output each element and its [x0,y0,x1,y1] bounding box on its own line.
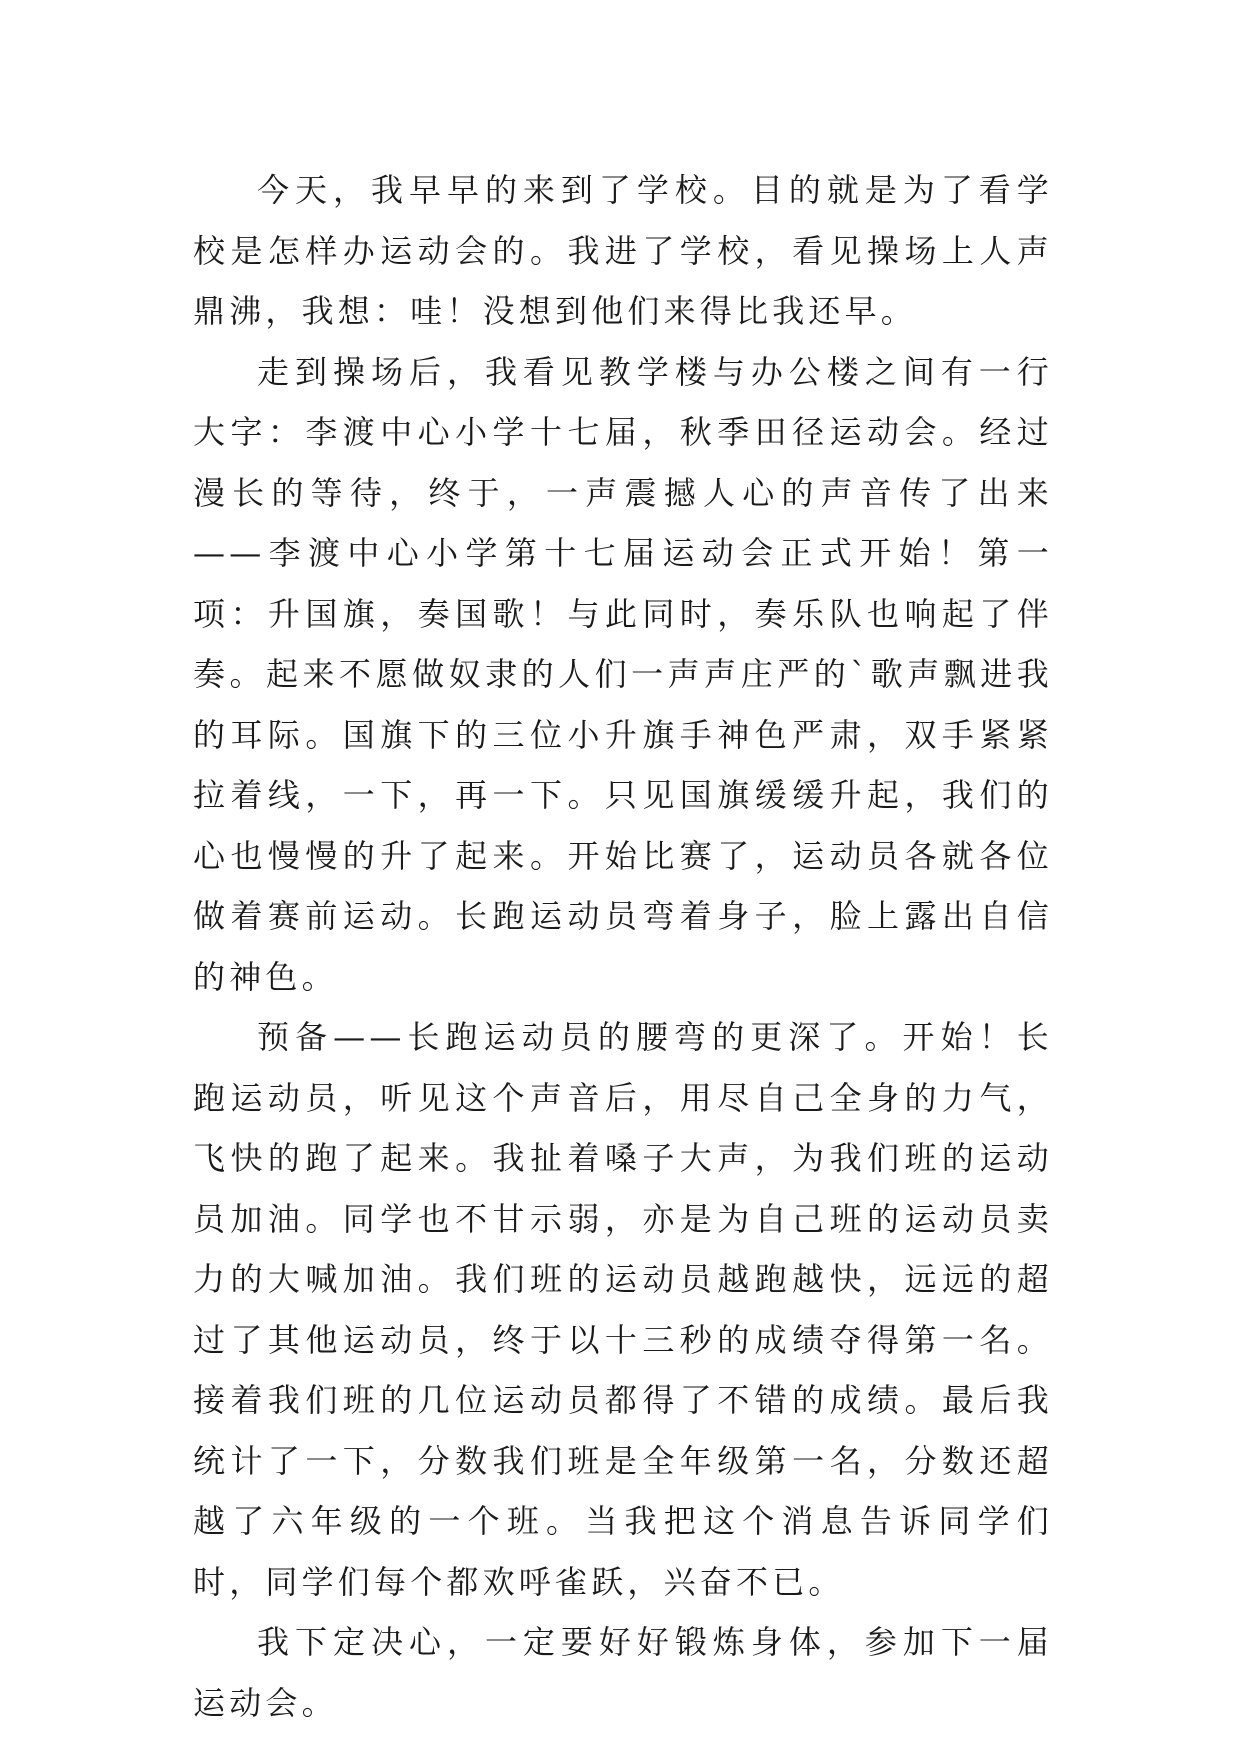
paragraph-1: 今天，我早早的来到了学校。目的就是为了看学校是怎样办运动会的。我进了学校，看见操场上人声鼎沸，我想：哇！没想到他们来得比我还早。 [193,171,1053,330]
paragraph-3: 预备——长跑运动员的腰弯的更深了。开始！长跑运动员，听见这个声音后，用尽自己全身的力气，飞快的跑了起来。我扯着嗓子大声，为我们班的运动员加油。同学也不甘示弱，亦是为自己班的运动员卖力的大喊加油。我们班的运动员越跑越快，远远的超过了其他运动员，终于以十三秒的成绩夺得第一名。接着我们班的几位运动员都得了不错的成绩。最后我统计了一下，分数我们班是全年级第一名，分数还超越了六年级的一个班。当我把这个消息告诉同学们时，同学们每个都欢呼雀跃，兴奋不已。 [193,1018,1053,1601]
paragraph-2: 走到操场后，我看见教学楼与办公楼之间有一行大字：李渡中心小学十七届，秋季田径运动会。经过漫长的等待，终于，一声震撼人心的声音传了出来——李渡中心小学第十七届运动会正式开始！第一项：升国旗，奏国歌！与此同时，奏乐队也响起了伴奏。起来不愿做奴隶的人们一声声庄严的`歌声飘进我的耳际。国旗下的三位小升旗手神色严肃，双手紧紧拉着线，一下，再一下。只见国旗缓缓升起，我们的心也慢慢的升了起来。开始比赛了，运动员各就各位做着赛前运动。长跑运动员弯着身子，脸上露出自信的神色。 [193,352,1053,996]
paragraph-4: 我下定决心，一定要好好锻炼身体，参加下一届运动会。 [193,1623,1053,1722]
essay-body [193,160,1053,1733]
